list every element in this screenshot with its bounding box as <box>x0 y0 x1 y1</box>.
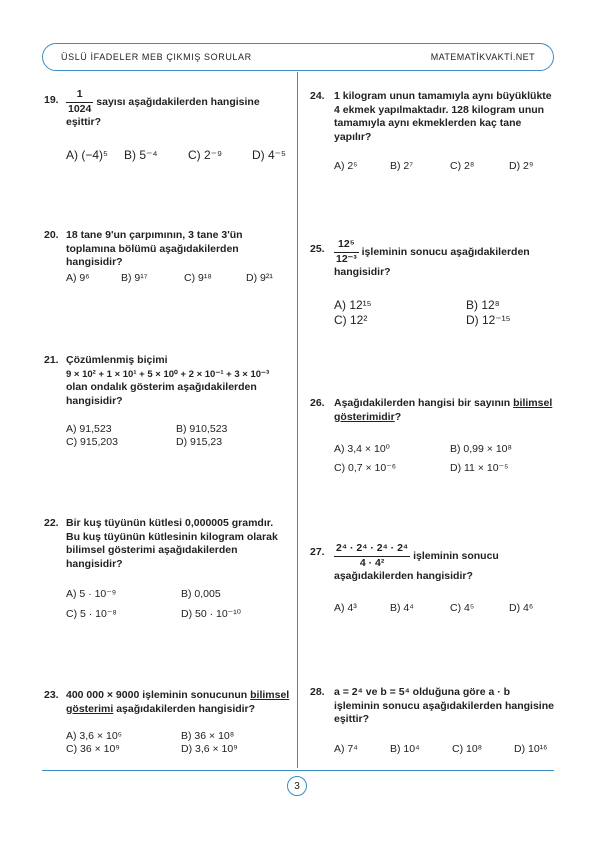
q26-option-b[interactable]: B) 0,99 × 10⁸ <box>450 443 512 455</box>
q19-frac-num: 1 <box>66 88 93 103</box>
q25-option-d[interactable]: D) 12⁻¹⁵ <box>466 313 511 327</box>
header-title: ÜSLÜ İFADELER MEB ÇIKMIŞ SORULAR <box>61 52 252 62</box>
q27-stem-text: işleminin sonucu aşağıdakilerden hangisidir? <box>334 549 499 582</box>
q22-number: 22. <box>44 517 59 529</box>
q25-frac-den: 12⁻³ <box>336 252 357 265</box>
q24-option-c[interactable]: C) 2⁸ <box>450 160 475 172</box>
q19-option-b[interactable]: B) 5⁻⁴ <box>124 148 158 162</box>
q19-fraction <box>66 88 93 116</box>
q24-option-a[interactable]: A) 2⁵ <box>334 160 358 172</box>
q23-stem-text: 400 000 × 9000 işleminin sonucunun <box>66 689 248 701</box>
q23-option-a[interactable]: A) 3,6 × 10⁵ <box>66 730 123 742</box>
q22-stem-line3: bilimsel gösterimi aşağıdakilerden hangisidir? <box>66 544 238 570</box>
q21-stem-line3: olan ondalık gösterim aşağıdakilerden hangisidir? <box>66 381 257 407</box>
q25-option-c[interactable]: C) 12² <box>334 313 368 327</box>
q26-option-d[interactable]: D) 11 × 10⁻⁵ <box>450 462 509 474</box>
page-number: 3 <box>287 776 307 796</box>
q23-option-b[interactable]: B) 36 × 10⁸ <box>181 730 235 742</box>
q28-option-c[interactable]: C) 10⁸ <box>452 743 483 755</box>
q28-option-b[interactable]: B) 10⁴ <box>390 743 420 755</box>
q27-option-b[interactable]: B) 4⁴ <box>390 602 414 614</box>
q19-number: 19. <box>44 94 59 106</box>
q27-frac-den: 4 · 4² <box>359 556 385 569</box>
q27-option-a[interactable]: A) 4³ <box>334 602 357 614</box>
q25-stem-text: işleminin sonucu aşağıdakilerden hangisidir? <box>334 245 530 278</box>
q25-option-a[interactable]: A) 12¹⁵ <box>334 298 372 312</box>
header-site: MATEMATİKVAKTİ.NET <box>430 52 535 62</box>
q21-option-d[interactable]: D) 915,23 <box>176 436 223 448</box>
q22-option-c[interactable]: C) 5 · 10⁻⁸ <box>66 608 117 620</box>
q23-option-c[interactable]: C) 36 × 10⁹ <box>66 743 120 755</box>
q21-option-c[interactable]: C) 915,203 <box>66 436 118 448</box>
q19-option-a[interactable]: A) (−4)⁵ <box>66 148 108 162</box>
q22-stem-line2: Bu kuş tüyünün kütlesinin kilogram olarak <box>66 530 278 543</box>
q19-stem-text: sayısı aşağıdakilerden hangisine eşittir? <box>66 95 260 128</box>
page-header <box>42 43 554 71</box>
q28-stem: a = 2⁴ ve b = 5⁴ olduğuna göre a · b işleminin sonucu aşağıdakilerden hangisine eşittir? <box>334 686 554 725</box>
q27-option-d[interactable]: D) 4⁶ <box>509 602 534 614</box>
q20-option-c[interactable]: C) 9¹⁸ <box>184 272 212 284</box>
q24-option-b[interactable]: B) 2⁷ <box>390 160 414 172</box>
q21-option-a[interactable]: A) 91,523 <box>66 423 112 435</box>
q28-number: 28. <box>310 686 325 698</box>
q19-frac-den: 1024 <box>68 102 92 115</box>
q21-stem-line1: Çözümlenmiş biçimi <box>66 354 168 366</box>
q25-option-b[interactable]: B) 12⁸ <box>466 298 500 312</box>
q22-stem <box>66 517 291 571</box>
q22-option-d[interactable]: D) 50 · 10⁻¹⁰ <box>181 608 241 620</box>
q26-stem: Aşağıdakilerden hangisi bir sayının bilimsel gösterimidir? <box>334 397 553 423</box>
q23-option-d[interactable]: D) 3,6 × 10⁹ <box>181 743 238 755</box>
q20-number: 20. <box>44 229 59 241</box>
q22-stem-line1: Bir kuş tüyünün kütlesi 0,000005 gramdır. <box>66 517 274 529</box>
q23-underlined: bilimsel gösterimi <box>66 689 290 715</box>
column-divider <box>297 72 298 768</box>
q20-option-b[interactable]: B) 9¹⁷ <box>121 272 148 284</box>
q25-stem <box>334 238 554 280</box>
q26-option-c[interactable]: C) 0,7 × 10⁻⁶ <box>334 462 397 474</box>
q20-stem: 18 tane 9'un çarpımının, 3 tane 3'ün toplamına bölümü aşağıdakilerden hangisidir? <box>66 229 243 268</box>
q26-option-a[interactable]: A) 3,4 × 10⁰ <box>334 443 390 455</box>
q26-underlined: bilimsel gösterimidir <box>334 397 553 423</box>
q27-fraction <box>334 542 410 570</box>
q21-stem <box>66 354 291 408</box>
q26-stem-text: Aşağıdakilerden hangisi bir sayının <box>334 397 511 409</box>
q27-frac-num: 2⁴ · 2⁴ · 2⁴ · 2⁴ <box>334 542 410 557</box>
q19-option-c[interactable]: C) 2⁻⁹ <box>188 148 223 162</box>
q23-stem-end: aşağıdakilerden hangisidir? <box>116 702 256 715</box>
q22-option-b[interactable]: B) 0,005 <box>181 588 221 600</box>
q24-stem: 1 kilogram unun tamamıyla aynı büyüklükte 4 ekmek yapılmaktadır. 128 kilogram unun tamamıyla aynı ekmeklerden kaç tane yapılır? <box>334 90 552 143</box>
footer-divider <box>42 770 554 771</box>
q27-number: 27. <box>310 546 325 558</box>
q25-fraction <box>334 238 359 266</box>
q21-number: 21. <box>44 354 59 366</box>
q19-option-d[interactable]: D) 4⁻⁵ <box>252 148 286 162</box>
q28-option-a[interactable]: A) 7⁴ <box>334 743 358 755</box>
q19-stem <box>66 88 291 130</box>
q20-option-a[interactable]: A) 9⁶ <box>66 272 90 284</box>
q27-option-c[interactable]: C) 4⁵ <box>450 602 475 614</box>
q23-number: 23. <box>44 689 59 701</box>
q21-expression: 9 × 10² + 1 × 10¹ + 5 × 10⁰ + 2 × 10⁻¹ + 3 × 10⁻³ <box>66 368 270 380</box>
q25-number: 25. <box>310 243 325 255</box>
q26-number: 26. <box>310 397 325 409</box>
q21-option-b[interactable]: B) 910,523 <box>176 423 228 435</box>
q24-number: 24. <box>310 90 325 102</box>
q23-stem <box>66 689 291 716</box>
q24-option-d[interactable]: D) 2⁹ <box>509 160 534 172</box>
q27-stem <box>334 542 554 584</box>
q25-frac-num: 12⁵ <box>334 238 359 253</box>
q28-option-d[interactable]: D) 10¹⁶ <box>514 743 548 755</box>
q20-option-d[interactable]: D) 9²¹ <box>246 272 273 284</box>
q22-option-a[interactable]: A) 5 · 10⁻⁹ <box>66 588 117 600</box>
